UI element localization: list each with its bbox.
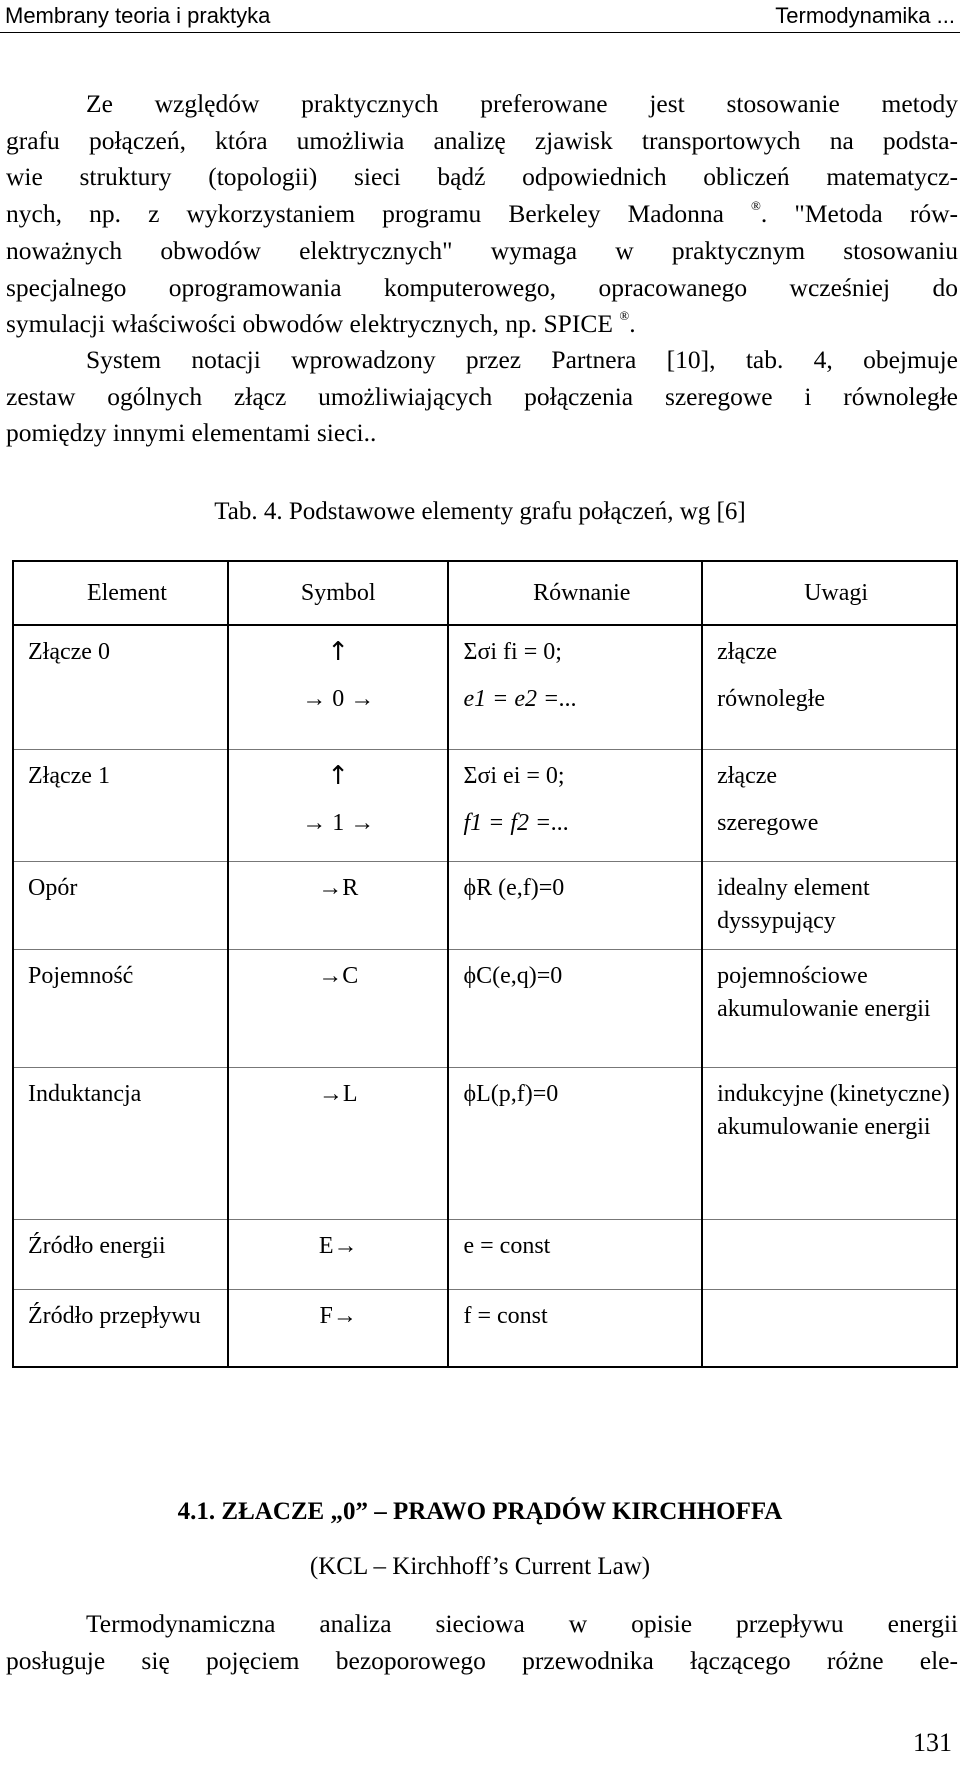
equation-line: e1 = e2 =...: [463, 686, 578, 712]
symbol-cell: [228, 625, 449, 749]
element-cell: Opór: [13, 861, 228, 949]
section-subheading: (KCL – Kirchhoff’s Current Law): [309, 1553, 651, 1580]
element-cell: Źródło przepływu: [13, 1289, 228, 1367]
equation-cell: f = const: [448, 1289, 702, 1367]
table-row: [13, 861, 957, 949]
junction-symbol: → 1 →: [302, 809, 375, 836]
note-line: złącze: [717, 639, 778, 665]
text-line: Ze względów praktycznych preferowane jest stosowanie metody: [86, 89, 958, 118]
text-line: wie struktury (topologii) sieci bądź odpowiednich obliczeń matematycz-: [6, 162, 958, 192]
equation-cell: ϕR (e,f)=0: [448, 861, 702, 949]
notes-cell: [702, 625, 957, 749]
notes-cell: pojemnościowe akumulowanie energii: [702, 949, 957, 1067]
equation-cell: [448, 625, 702, 749]
equation-cell: e = const: [448, 1219, 702, 1289]
symbol-cell: [228, 749, 449, 861]
section-heading: 4.1. ZŁACZE „0” – PRAWO PRĄDÓW KIRCHHOFFA: [177, 1498, 783, 1525]
text-line: pomiędzy innymi elementami sieci..: [6, 418, 377, 448]
element-cell: Induktancja: [13, 1067, 228, 1219]
column-header-notes: Uwagi: [702, 561, 957, 625]
bond-graph-elements-table: [12, 560, 958, 1368]
closing-paragraph: [6, 1606, 958, 1679]
note-line: równoległe: [717, 686, 826, 712]
arrow-up-icon: ↑: [327, 637, 350, 667]
element-cell: Pojemność: [13, 949, 228, 1067]
text-line: noważnych obwodów elektrycznych" wymaga w praktycznym stosowaniu: [6, 235, 958, 265]
text-line: nych, np. z wykorzystaniem programu Berkeley Madonna ®. "Metoda rów-: [6, 198, 958, 229]
text-line: zestaw ogólnych złącz umożliwiających połączenia szeregowe i równoległe: [6, 381, 958, 411]
notes-cell: [702, 749, 957, 861]
column-header-symbol: Symbol: [228, 561, 449, 625]
text-line: grafu połączeń, która umożliwia analizę zjawisk transportowych na podsta-: [6, 125, 958, 155]
note-line: szeregowe: [717, 809, 819, 836]
header-rule: [0, 32, 960, 33]
table-caption: Tab. 4. Podstawowe elementy grafu połączeń, wg [6]: [214, 498, 746, 525]
junction-symbol: → 0 →: [302, 686, 375, 712]
header-chapter-title: Termodynamika ...: [775, 3, 955, 28]
equation-cell: ϕC(e,q)=0: [448, 949, 702, 1067]
notes-cell: [702, 1219, 957, 1289]
note-line: złącze: [717, 762, 778, 789]
resistor-symbol: →R: [228, 861, 449, 949]
column-header-element: Element: [13, 561, 228, 625]
equation-cell: [448, 749, 702, 861]
flow-source-symbol: F→: [228, 1289, 449, 1367]
equation-line: Σσi ei = 0;: [463, 762, 565, 789]
table-row: [13, 1219, 957, 1289]
inductor-symbol: →L: [228, 1067, 449, 1219]
table-row: [13, 949, 957, 1067]
effort-source-symbol: E→: [228, 1219, 449, 1289]
notes-cell: indukcyjne (kinetyczne) akumulowanie energii: [702, 1067, 957, 1219]
table-row: [13, 625, 957, 749]
registered-mark: ®: [751, 198, 761, 214]
element-cell: Źródło energii: [13, 1219, 228, 1289]
text-line: Termodynamiczna analiza sieciowa w opisie przepływu energii: [86, 1609, 958, 1638]
intro-paragraph: [6, 86, 958, 343]
table-row: [13, 749, 957, 861]
registered-mark: ®: [619, 308, 630, 324]
table-row: [13, 1289, 957, 1367]
element-cell: Złącze 0: [13, 625, 228, 749]
notes-cell: [702, 1289, 957, 1367]
equation-cell: ϕL(p,f)=0: [448, 1067, 702, 1219]
running-header: [0, 0, 960, 32]
equation-line: f1 = f2 =...: [463, 809, 570, 836]
notes-cell: idealny element dyssypujący: [702, 861, 957, 949]
header-book-title: Membrany teoria i praktyka: [5, 3, 271, 28]
text-line: System notacji wprowadzony przez Partnera [10], tab. 4, obejmuje: [86, 345, 958, 374]
arrow-up-icon: ↑: [327, 760, 350, 791]
capacitor-symbol: →C: [228, 949, 449, 1067]
notation-paragraph: [6, 342, 958, 452]
column-header-equation: Równanie: [448, 561, 702, 625]
element-cell: Złącze 1: [13, 749, 228, 861]
text-line: specjalnego oprogramowania komputerowego, opracowanego wcześniej do: [6, 272, 958, 302]
equation-line: Σσi fi = 0;: [463, 639, 562, 665]
text-line: posługuje się pojęciem bezoporowego przewodnika łączącego różne ele-: [6, 1645, 958, 1675]
page-number: 131: [913, 1728, 952, 1757]
text-line: symulacji właściwości obwodów elektrycznych, np. SPICE ®.: [6, 308, 636, 339]
table-row: [13, 1067, 957, 1219]
table-header-row: [13, 561, 957, 625]
